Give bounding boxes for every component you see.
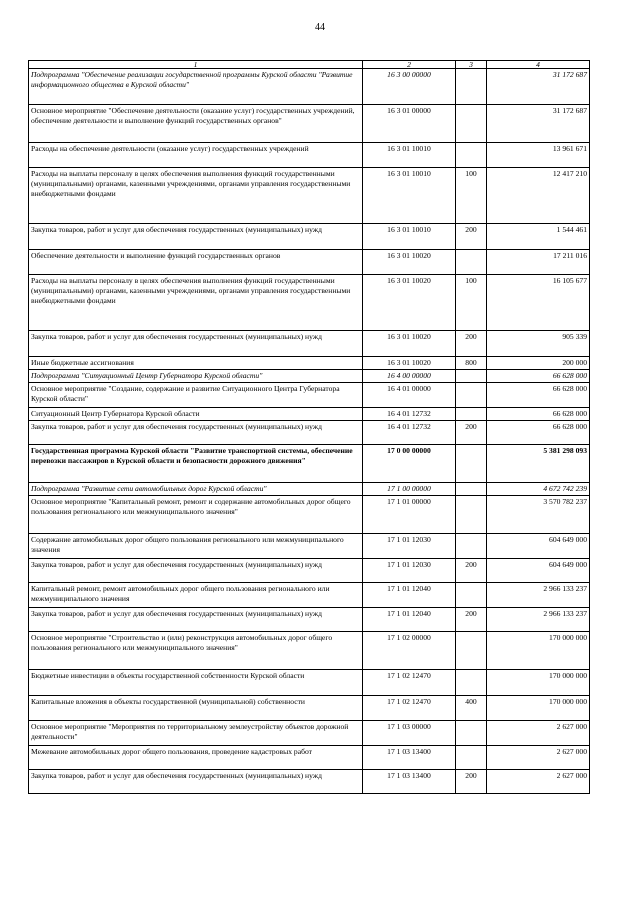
row-sum: 2 966 133 237 — [487, 583, 590, 608]
row-sum: 13 961 671 — [487, 143, 590, 168]
row-expense-type: 200 — [456, 770, 487, 794]
row-code: 17 1 01 12030 — [363, 534, 456, 559]
column-header-code: 2 — [363, 61, 456, 69]
column-header-name: 1 — [29, 61, 363, 69]
row-name: Ситуационный Центр Губернатора Курской области — [29, 408, 363, 421]
row-expense-type — [456, 143, 487, 168]
row-name: Расходы на выплаты персоналу в целях обеспечения выполнения функций государственными (муниципальными) органами, казенными учреждениями, органами управления государственными внебюджетными фондами — [29, 275, 363, 331]
row-code: 17 1 01 12040 — [363, 583, 456, 608]
row-name: Закупка товаров, работ и услуг для обеспечения государственных (муниципальных) нужд — [29, 770, 363, 794]
row-code: 16 3 01 10020 — [363, 331, 456, 357]
row-name: Подпрограмма "Ситуационный Центр Губернатора Курской области" — [29, 370, 363, 383]
row-name: Основное мероприятие "Обеспечение деятельности (оказание услуг) государственных учреждений, обеспечение деятельности и выполнение функций государственных органов" — [29, 105, 363, 143]
table-row — [29, 250, 590, 275]
row-expense-type — [456, 583, 487, 608]
table-row — [29, 608, 590, 632]
row-expense-type: 200 — [456, 608, 487, 632]
table-row — [29, 670, 590, 696]
table-row — [29, 421, 590, 445]
table-header-row — [29, 61, 590, 69]
row-code: 17 1 01 00000 — [363, 496, 456, 534]
row-expense-type: 200 — [456, 421, 487, 445]
row-name: Основное мероприятие "Мероприятия по территориальному землеустройству объектов дорожной деятельности" — [29, 721, 363, 746]
row-sum: 170 000 000 — [487, 696, 590, 721]
page-number: 44 — [315, 22, 325, 33]
budget-table — [28, 60, 590, 794]
row-expense-type — [456, 408, 487, 421]
row-expense-type: 200 — [456, 331, 487, 357]
row-sum: 4 672 742 239 — [487, 483, 590, 496]
row-expense-type — [456, 632, 487, 670]
row-code: 17 1 02 00000 — [363, 632, 456, 670]
row-code: 16 4 01 12732 — [363, 421, 456, 445]
table-row — [29, 168, 590, 224]
row-name: Иные бюджетные ассигнования — [29, 357, 363, 370]
row-expense-type: 200 — [456, 559, 487, 583]
table-row — [29, 383, 590, 408]
row-expense-type — [456, 670, 487, 696]
row-name: Государственная программа Курской области "Развитие транспортной системы, обеспечение перевозки пассажиров в Курской области и безопасности дорожного движения" — [29, 445, 363, 483]
row-name: Капитальный ремонт, ремонт автомобильных дорог общего пользования регионального или межмуниципального значения — [29, 583, 363, 608]
row-name: Подпрограмма "Обеспечение реализации государственной программы Курской области "Развитие информационного общества в Курской области" — [29, 69, 363, 105]
row-sum: 17 211 016 — [487, 250, 590, 275]
row-name: Основное мероприятие "Капитальный ремонт, ремонт и содержание автомобильных дорог общего пользования регионального или межмуниципального значения" — [29, 496, 363, 534]
row-code: 16 3 01 10010 — [363, 143, 456, 168]
table-row — [29, 331, 590, 357]
row-sum: 5 381 298 093 — [487, 445, 590, 483]
row-code: 16 3 01 10020 — [363, 275, 456, 331]
row-expense-type — [456, 370, 487, 383]
row-sum: 170 000 000 — [487, 670, 590, 696]
row-name: Расходы на выплаты персоналу в целях обеспечения выполнения функций государственными (муниципальными) органами, казенными учреждениями, органами управления государственными внебюджетными фондами — [29, 168, 363, 224]
row-code: 17 1 01 12040 — [363, 608, 456, 632]
row-name: Основное мероприятие "Строительство и (или) реконструкция автомобильных дорог общего пользования регионального или межмуниципального значения" — [29, 632, 363, 670]
row-sum: 3 570 782 237 — [487, 496, 590, 534]
row-sum: 31 172 687 — [487, 105, 590, 143]
row-expense-type: 100 — [456, 168, 487, 224]
table-row — [29, 559, 590, 583]
row-expense-type — [456, 483, 487, 496]
table-row — [29, 224, 590, 250]
row-sum: 16 105 677 — [487, 275, 590, 331]
row-expense-type — [456, 721, 487, 746]
column-header-expense-type: 3 — [456, 61, 487, 69]
row-code: 17 1 03 00000 — [363, 721, 456, 746]
row-expense-type — [456, 383, 487, 408]
table-row — [29, 445, 590, 483]
row-sum: 200 000 — [487, 357, 590, 370]
row-sum: 604 649 000 — [487, 534, 590, 559]
row-sum: 2 627 000 — [487, 770, 590, 794]
row-code: 17 1 02 12470 — [363, 696, 456, 721]
row-sum: 31 172 687 — [487, 69, 590, 105]
row-expense-type: 200 — [456, 224, 487, 250]
row-name: Межевание автомобильных дорог общего пользования, проведение кадастровых работ — [29, 746, 363, 770]
row-name: Расходы на обеспечение деятельности (оказание услуг) государственных учреждений — [29, 143, 363, 168]
row-expense-type — [456, 69, 487, 105]
row-code: 17 1 01 12030 — [363, 559, 456, 583]
row-expense-type: 400 — [456, 696, 487, 721]
row-sum: 1 544 461 — [487, 224, 590, 250]
row-code: 17 1 03 13400 — [363, 746, 456, 770]
row-code: 16 4 00 00000 — [363, 370, 456, 383]
table-row — [29, 408, 590, 421]
row-sum: 66 628 000 — [487, 383, 590, 408]
row-expense-type — [456, 445, 487, 483]
row-code: 16 3 01 10010 — [363, 168, 456, 224]
table-row — [29, 143, 590, 168]
table-row — [29, 696, 590, 721]
table-row — [29, 105, 590, 143]
row-code: 16 3 01 10020 — [363, 250, 456, 275]
row-name: Закупка товаров, работ и услуг для обеспечения государственных (муниципальных) нужд — [29, 224, 363, 250]
row-code: 16 3 01 00000 — [363, 105, 456, 143]
row-name: Основное мероприятие "Создание, содержание и развитие Ситуационного Центра Губернатора Курской области" — [29, 383, 363, 408]
row-expense-type: 100 — [456, 275, 487, 331]
row-expense-type — [456, 496, 487, 534]
row-code: 16 3 01 10010 — [363, 224, 456, 250]
table-row — [29, 534, 590, 559]
row-name: Закупка товаров, работ и услуг для обеспечения государственных (муниципальных) нужд — [29, 421, 363, 445]
table-row — [29, 69, 590, 105]
row-name: Обеспечение деятельности и выполнение функций государственных органов — [29, 250, 363, 275]
row-sum: 2 627 000 — [487, 721, 590, 746]
row-expense-type — [456, 250, 487, 275]
row-sum: 604 649 000 — [487, 559, 590, 583]
row-name: Закупка товаров, работ и услуг для обеспечения государственных (муниципальных) нужд — [29, 331, 363, 357]
row-name: Закупка товаров, работ и услуг для обеспечения государственных (муниципальных) нужд — [29, 559, 363, 583]
row-code: 16 4 01 12732 — [363, 408, 456, 421]
row-expense-type — [456, 105, 487, 143]
row-code: 17 0 00 00000 — [363, 445, 456, 483]
row-name: Бюджетные инвестиции в объекты государственной собственности Курской области — [29, 670, 363, 696]
row-sum: 905 339 — [487, 331, 590, 357]
row-sum: 170 000 000 — [487, 632, 590, 670]
row-code: 16 4 01 00000 — [363, 383, 456, 408]
table-row — [29, 632, 590, 670]
row-code: 17 1 03 13400 — [363, 770, 456, 794]
table-row — [29, 483, 590, 496]
row-code: 17 1 02 12470 — [363, 670, 456, 696]
row-code: 16 3 01 10020 — [363, 357, 456, 370]
table-row — [29, 275, 590, 331]
table-row — [29, 721, 590, 746]
table-row — [29, 370, 590, 383]
row-expense-type: 800 — [456, 357, 487, 370]
row-code: 16 3 00 00000 — [363, 69, 456, 105]
column-header-sum: 4 — [487, 61, 590, 69]
row-sum: 12 417 210 — [487, 168, 590, 224]
row-sum: 66 628 000 — [487, 408, 590, 421]
row-name: Закупка товаров, работ и услуг для обеспечения государственных (муниципальных) нужд — [29, 608, 363, 632]
row-name: Содержание автомобильных дорог общего пользования регионального или межмуниципального значения — [29, 534, 363, 559]
table-row — [29, 496, 590, 534]
row-sum: 2 966 133 237 — [487, 608, 590, 632]
table-row — [29, 357, 590, 370]
row-code: 17 1 00 00000 — [363, 483, 456, 496]
row-sum: 2 627 000 — [487, 746, 590, 770]
row-expense-type — [456, 746, 487, 770]
table-row — [29, 770, 590, 794]
row-name: Капитальные вложения в объекты государственной (муниципальной) собственности — [29, 696, 363, 721]
table-row — [29, 583, 590, 608]
row-name: Подпрограмма "Развитие сети автомобильных дорог Курской области" — [29, 483, 363, 496]
row-expense-type — [456, 534, 487, 559]
row-sum: 66 628 000 — [487, 421, 590, 445]
row-sum: 66 628 000 — [487, 370, 590, 383]
table-row — [29, 746, 590, 770]
table-body — [29, 69, 590, 794]
